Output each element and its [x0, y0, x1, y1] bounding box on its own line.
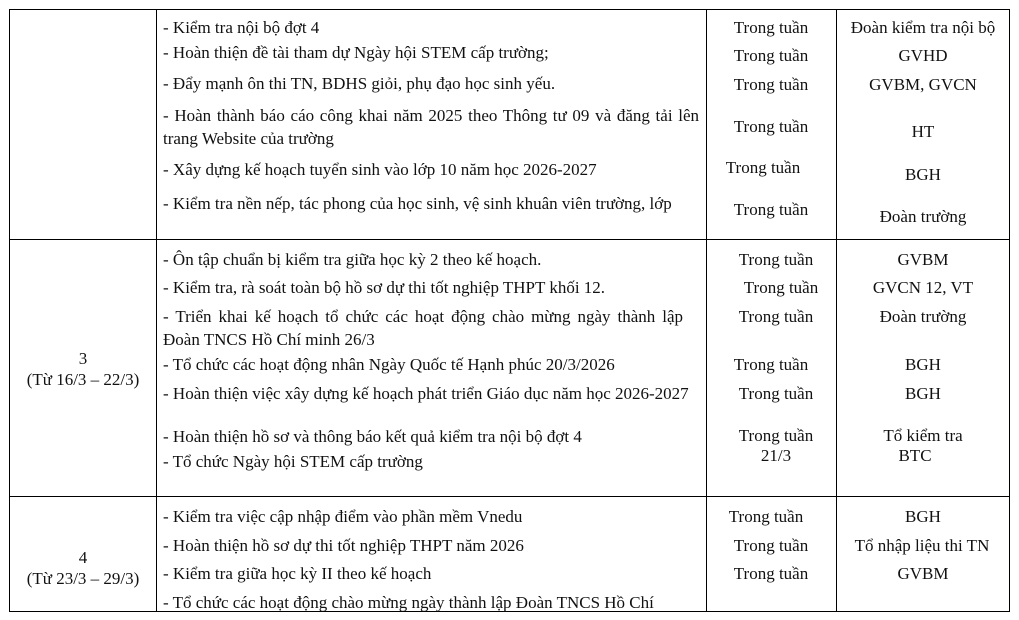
task-cell: - Tổ chức các hoạt động chào mừng ngày thành lập Đoàn TNCS Hồ Chí: [163, 593, 654, 612]
week-range: (Từ 16/3 – 22/3): [26, 370, 140, 389]
week-number: 3: [78, 349, 88, 368]
task-cell: - Triển khai kế hoạch tổ chức các hoạt động chào mừng ngày thành lập Đoàn TNCS Hồ Chí minh 26/3: [163, 307, 683, 349]
responsible-cell: GVBM: [897, 564, 949, 583]
time-cell: Trong tuần: [733, 536, 809, 555]
table-border-left: [9, 9, 10, 612]
task-cell: - Kiểm tra việc cập nhập điểm vào phần mềm Vnedu: [163, 507, 523, 526]
responsible-cell: BGH: [905, 165, 941, 184]
time-cell: Trong tuần: [733, 355, 809, 374]
time-cell: Trong tuần: [738, 384, 814, 403]
task-cell: - Tổ chức các hoạt động nhân Ngày Quốc tế Hạnh phúc 20/3/2026: [163, 355, 615, 374]
responsible-cell: BGH: [905, 507, 941, 526]
task-cell: - Tổ chức Ngày hội STEM cấp trường: [163, 452, 423, 471]
responsible-cell: Đoàn kiểm tra nội bộ: [850, 18, 996, 37]
task-cell: - Ôn tập chuẩn bị kiểm tra giữa học kỳ 2 theo kế hoạch.: [163, 250, 542, 269]
task-cell: - Hoàn thiện đề tài tham dự Ngày hội STEM cấp trường;: [163, 43, 549, 62]
table-border-right: [1009, 9, 1010, 612]
time-cell: Trong tuần: [733, 200, 809, 219]
time-cell: Trong tuần: [725, 158, 801, 177]
responsible-cell: GVHD: [898, 46, 948, 65]
table-border-top: [9, 9, 1010, 10]
week-number: 4: [78, 548, 88, 567]
task-cell: - Hoàn thiện việc xây dựng kế hoạch phát triển Giáo dục năm học 2026-2027: [163, 384, 689, 403]
responsible-cell: Tổ nhập liệu thi TN: [854, 536, 990, 555]
task-cell: - Hoàn thiện hồ sơ và thông báo kết quả kiểm tra nội bộ đợt 4: [163, 427, 582, 446]
task-cell: - Kiểm tra, rà soát toàn bộ hồ sơ dự thi tốt nghiệp THPT khối 12.: [163, 278, 606, 297]
responsible-cell: GVCN 12, VT: [872, 278, 974, 297]
responsible-cell: BTC: [898, 446, 932, 465]
task-cell: - Kiểm tra giữa học kỳ II theo kế hoạch: [163, 564, 432, 583]
column-divider-week: [156, 9, 157, 612]
responsible-cell: BGH: [905, 384, 941, 403]
responsible-cell: GVBM: [897, 250, 949, 269]
responsible-cell: HT: [911, 122, 935, 141]
time-cell: 21/3: [760, 446, 792, 465]
time-cell: Trong tuần: [733, 117, 809, 136]
responsible-cell: GVBM, GVCN: [869, 75, 977, 94]
task-cell: - Kiểm tra nền nếp, tác phong của học sinh, vệ sinh khuân viên trường, lớp: [163, 194, 672, 213]
task-cell: - Đẩy mạnh ôn thi TN, BDHS giỏi, phụ đạo học sinh yếu.: [163, 74, 556, 93]
week-range: (Từ 23/3 – 29/3): [26, 569, 140, 588]
task-cell: - Hoàn thành báo cáo công khai năm 2025 theo Thông tư 09 và đăng tải lên trang Website của trường: [163, 106, 699, 148]
time-cell: Trong tuần: [733, 564, 809, 583]
responsible-cell: BGH: [905, 355, 941, 374]
time-cell: Trong tuần: [728, 507, 804, 526]
task-cell: - Hoàn thiện hồ sơ dự thi tốt nghiệp THPT năm 2026: [163, 536, 524, 555]
time-cell: Trong tuần: [733, 75, 809, 94]
time-cell: Trong tuần: [743, 278, 819, 297]
time-cell: Trong tuần: [738, 307, 814, 326]
time-cell: Trong tuần: [733, 18, 809, 37]
time-cell: Trong tuần: [738, 426, 814, 445]
task-cell: - Xây dựng kế hoạch tuyển sinh vào lớp 10 năm học 2026-2027: [163, 160, 597, 179]
time-cell: Trong tuần: [733, 46, 809, 65]
row-divider-2: [9, 496, 1010, 497]
time-cell: Trong tuần: [738, 250, 814, 269]
responsible-cell: Tổ kiểm tra: [883, 426, 963, 445]
task-cell: - Kiểm tra nội bộ đợt 4: [163, 18, 320, 37]
row-divider-1: [9, 239, 1010, 240]
responsible-cell: Đoàn trường: [879, 307, 967, 326]
column-divider-time: [836, 9, 837, 612]
responsible-cell: Đoàn trường: [879, 207, 967, 226]
